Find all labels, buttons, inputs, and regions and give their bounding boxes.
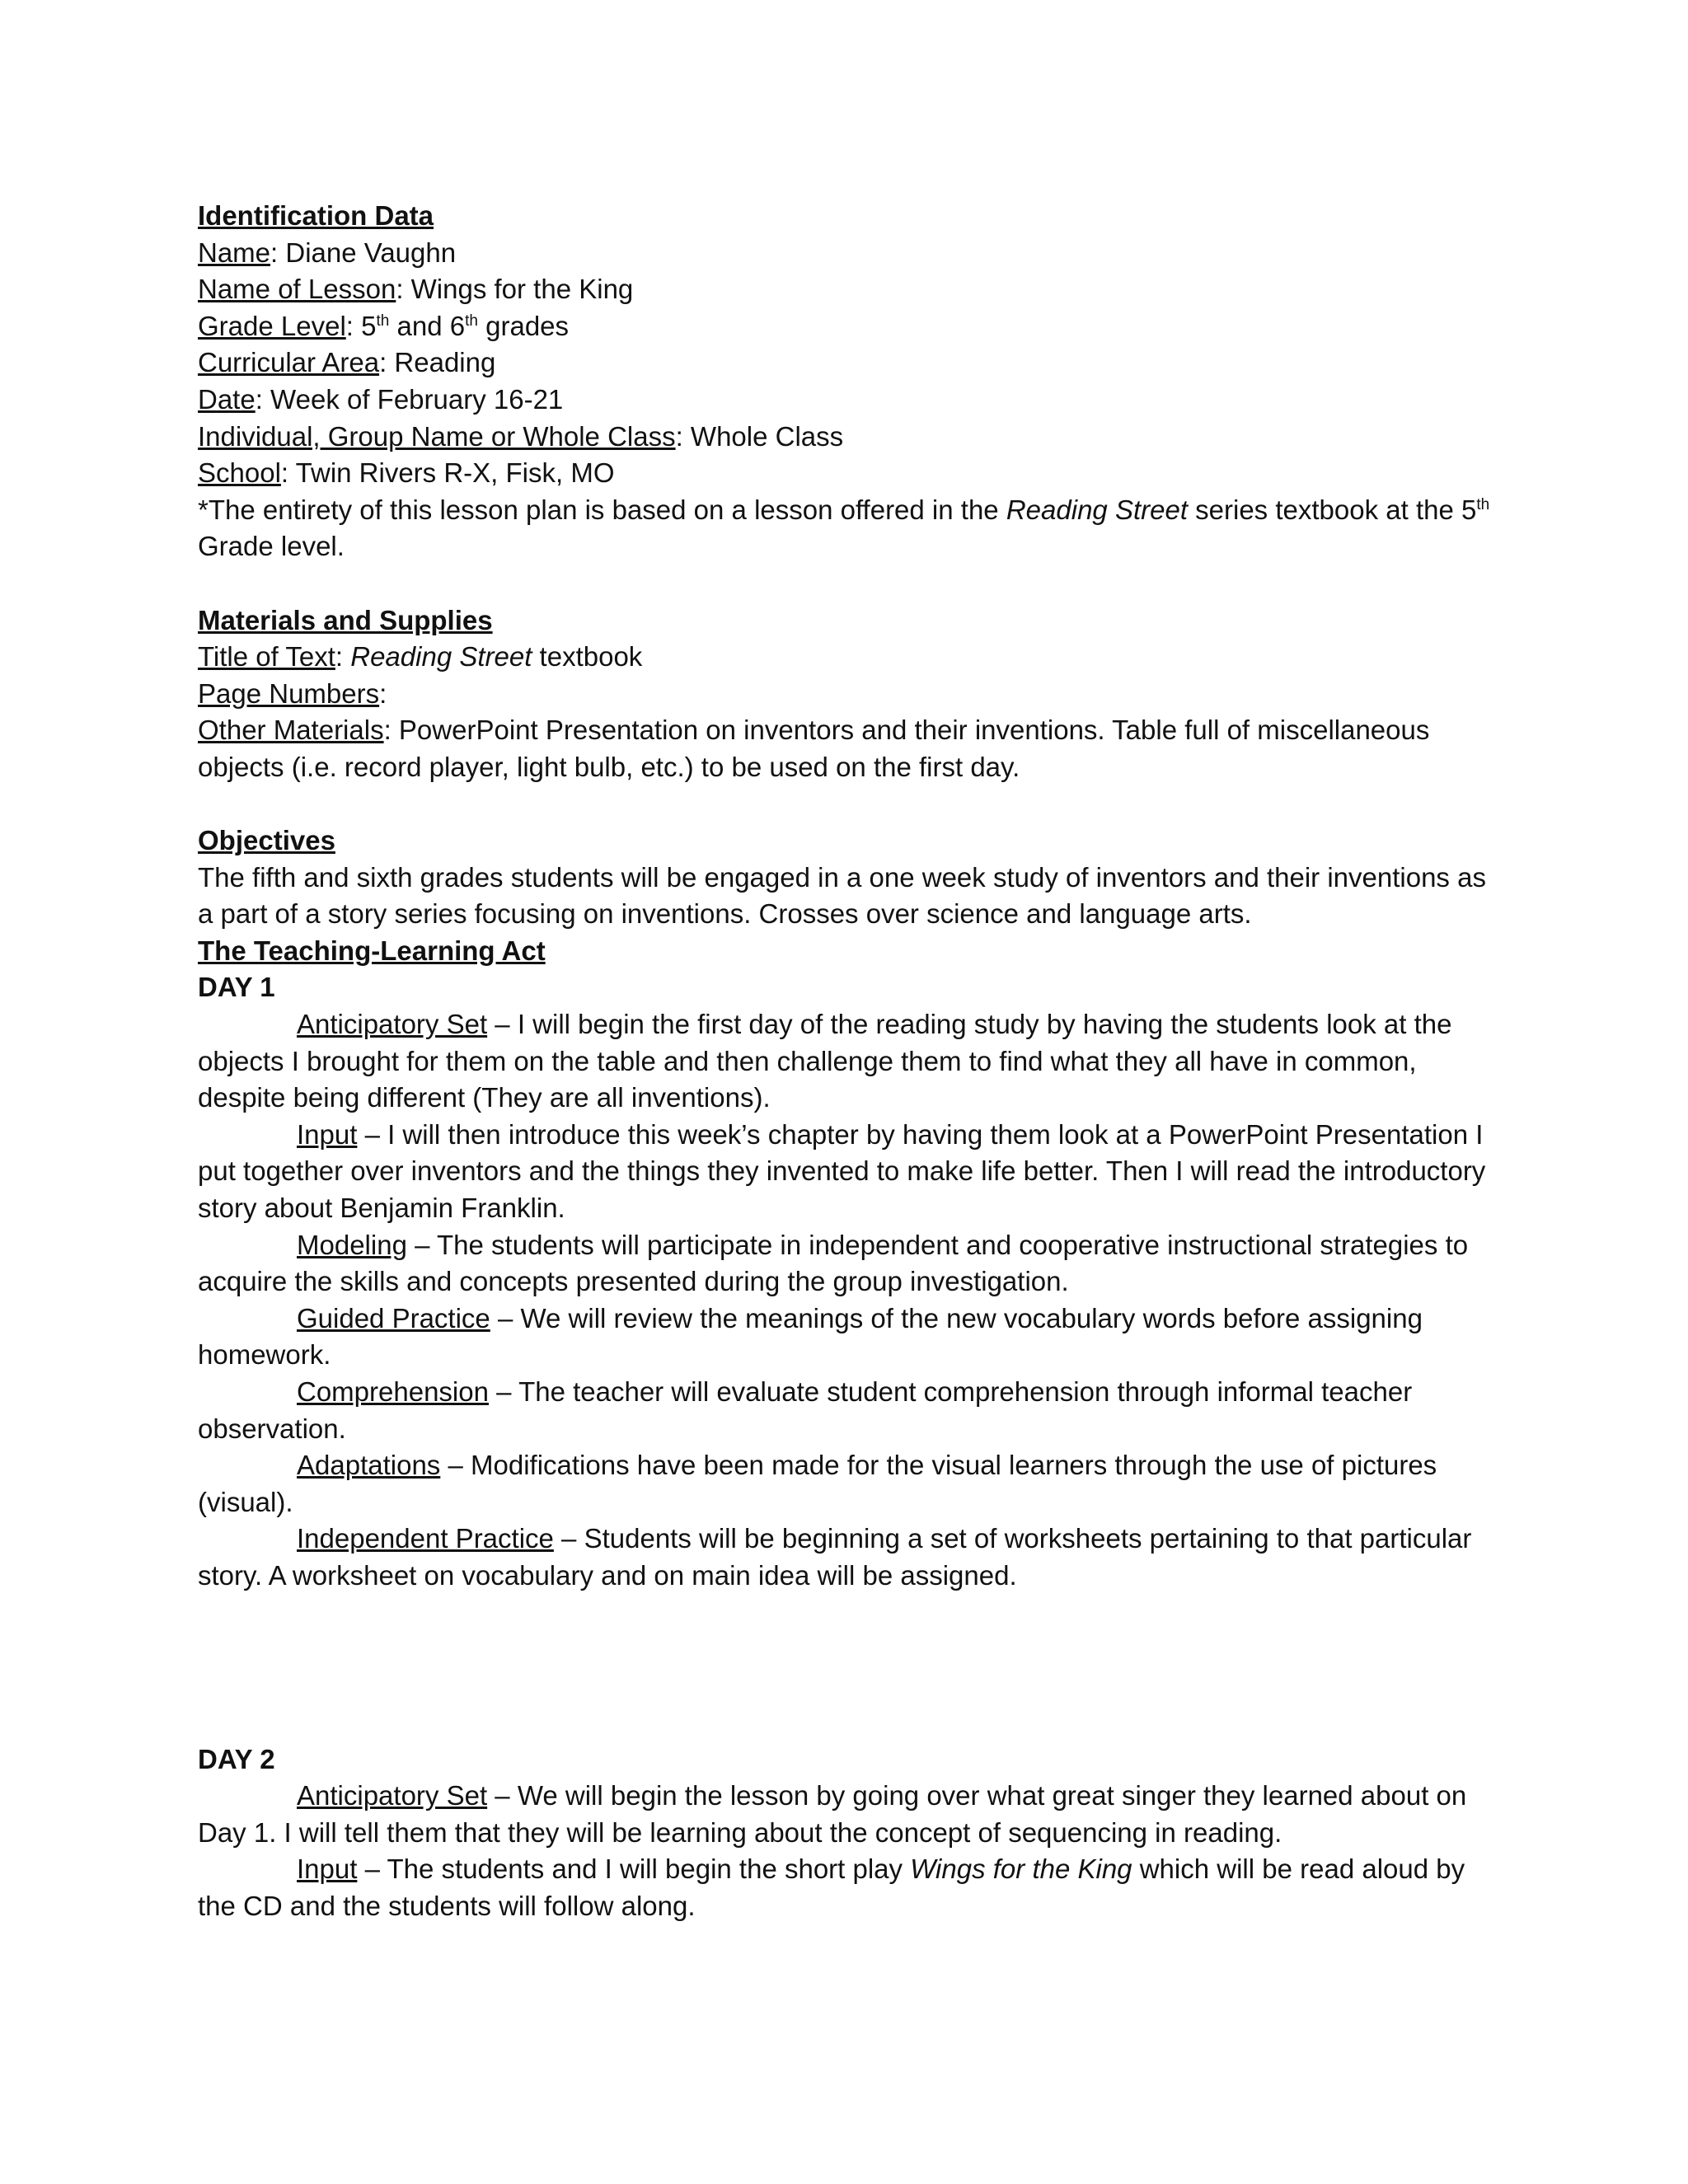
- objectives-text: The fifth and sixth grades students will be engaged in a one week study of inventors and their inventions as a part of a story series focusing on inventions. Crosses over science and language arts.: [198, 861, 1486, 930]
- day1-item-text: – I will then introduce this week’s chapter by having them look at a PowerPoint Presentation I put together over inventors and the things they invented to make life better. Then I will read the introductory story about Benjamin Franklin.: [198, 1118, 1486, 1224]
- note-mid: series textbook at the 5: [1187, 494, 1477, 525]
- spacer: [198, 565, 1500, 602]
- note-sup: th: [1476, 495, 1490, 513]
- school-label: School: [198, 457, 281, 489]
- day1-item-text: – The teacher will evaluate student comprehension through informal teacher observation.: [198, 1376, 1413, 1444]
- area-label: Curricular Area: [198, 347, 380, 378]
- day1-item-label: Modeling: [297, 1229, 407, 1260]
- day1-item-label: Comprehension: [297, 1376, 489, 1407]
- teaching-heading: The Teaching-Learning Act: [198, 935, 546, 966]
- spacer: [198, 1595, 1500, 1741]
- day2-anticipatory-label: Anticipatory Set: [297, 1780, 488, 1811]
- day2-input-end: which will be read aloud by the CD and the students will follow along.: [198, 1854, 1465, 1921]
- objectives-heading: Objectives: [198, 825, 335, 856]
- title-tail: textbook: [532, 641, 643, 673]
- grade-text-1: : 5: [345, 310, 377, 341]
- title-italic: Reading Street: [350, 641, 532, 673]
- materials-heading: Materials and Supplies: [198, 604, 493, 635]
- day1-item-label: Guided Practice: [297, 1302, 490, 1333]
- school-value: : Twin Rivers R-X, Fisk, MO: [280, 457, 615, 489]
- note-end: Grade level.: [198, 531, 345, 562]
- grade-text-3: grades: [477, 310, 570, 341]
- other-value: : PowerPoint Presentation on inventors and their inventions. Table full of miscellaneous objects (i.e. record player, light bulb, etc.) to be used on the first day.: [198, 715, 1430, 782]
- day2-input: [198, 1851, 1500, 1924]
- day2-input-label: Input: [297, 1854, 358, 1885]
- day1-item-text: – We will review the meanings of the new vocabulary words before assigning homework.: [198, 1302, 1423, 1371]
- day2-input-start: – The students and I will begin the short play: [357, 1854, 911, 1885]
- textbook-note: [198, 492, 1500, 565]
- materials-section: [198, 602, 1500, 786]
- date-value: : Week of February 16-21: [255, 383, 564, 415]
- name-line: [198, 235, 1500, 272]
- name-value: : Diane Vaughn: [270, 237, 457, 268]
- teaching-section: [198, 933, 1500, 1925]
- grade-sup-2: th: [465, 312, 478, 330]
- date-line: [198, 382, 1500, 419]
- day1-guided-practice: [198, 1301, 1500, 1374]
- pages-colon: :: [379, 677, 387, 709]
- day2-heading: DAY 2: [198, 1743, 275, 1774]
- spacer: [198, 786, 1500, 823]
- day2-anticipatory-text: – We will begin the lesson by going over what great singer they learned about on Day 1. I will tell them that they will be learning about the concept of sequencing in reading.: [198, 1780, 1467, 1848]
- name-label: Name: [198, 237, 271, 268]
- date-label: Date: [198, 383, 256, 415]
- day1-anticipatory: [198, 1006, 1500, 1117]
- day1-item-text: – Modifications have been made for the visual learners through the use of pictures (visual).: [198, 1450, 1437, 1517]
- title-label: Title of Text: [198, 641, 335, 673]
- day1-item-text: – I will begin the first day of the reading study by having the students look at the objects I brought for them on the table and then challenge them to find what they all have in common, despite being different (They are all inventions).: [198, 1009, 1452, 1113]
- pages-line: [198, 676, 1500, 713]
- grade-text-2: and 6: [389, 310, 466, 341]
- group-value: : Whole Class: [675, 420, 844, 452]
- day1-item-label: Independent Practice: [297, 1523, 554, 1554]
- area-line: [198, 344, 1500, 382]
- title-line: [198, 639, 1500, 676]
- lesson-value: : Wings for the King: [396, 274, 634, 305]
- group-label: Individual, Group Name or Whole Class: [198, 420, 676, 452]
- pages-label: Page Numbers: [198, 677, 380, 709]
- day1-independent-practice: [198, 1521, 1500, 1594]
- other-label: Other Materials: [198, 715, 384, 746]
- group-line: [198, 419, 1500, 456]
- day2-anticipatory: [198, 1778, 1500, 1851]
- title-colon: :: [335, 641, 351, 673]
- day1-heading: DAY 1: [198, 972, 275, 1003]
- day1-input: [198, 1117, 1500, 1227]
- day1-item-label: Adaptations: [297, 1450, 441, 1481]
- day1-item-label: Anticipatory Set: [297, 1009, 488, 1040]
- day1-item-text: – Students will be beginning a set of worksheets pertaining to that particular story. A worksheet on vocabulary and on main idea will be assigned.: [198, 1523, 1472, 1591]
- day1-item-label: Input: [297, 1118, 358, 1150]
- objectives-section: [198, 823, 1500, 933]
- day1-modeling: [198, 1227, 1500, 1301]
- school-line: [198, 455, 1500, 492]
- lesson-plan-page: [198, 198, 1500, 1925]
- day1-adaptations: [198, 1447, 1500, 1521]
- grade-label: Grade Level: [198, 310, 346, 341]
- identification-heading: Identification Data: [198, 200, 434, 231]
- day2-input-italic: Wings for the King: [910, 1854, 1132, 1885]
- lesson-line: [198, 271, 1500, 308]
- day1-item-text: – The students will participate in independent and cooperative instructional strategies to acquire the skills and concepts presented during the group investigation.: [198, 1229, 1469, 1297]
- note-italic: Reading Street: [1006, 494, 1188, 525]
- lesson-label: Name of Lesson: [198, 274, 396, 305]
- note-start: *The entirety of this lesson plan is based on a lesson offered in the: [198, 494, 1006, 525]
- area-value: : Reading: [379, 347, 496, 378]
- grade-sup-1: th: [376, 312, 390, 330]
- identification-section: [198, 198, 1500, 565]
- day1-comprehension: [198, 1374, 1500, 1447]
- grade-line: [198, 308, 1500, 345]
- other-line: [198, 712, 1500, 785]
